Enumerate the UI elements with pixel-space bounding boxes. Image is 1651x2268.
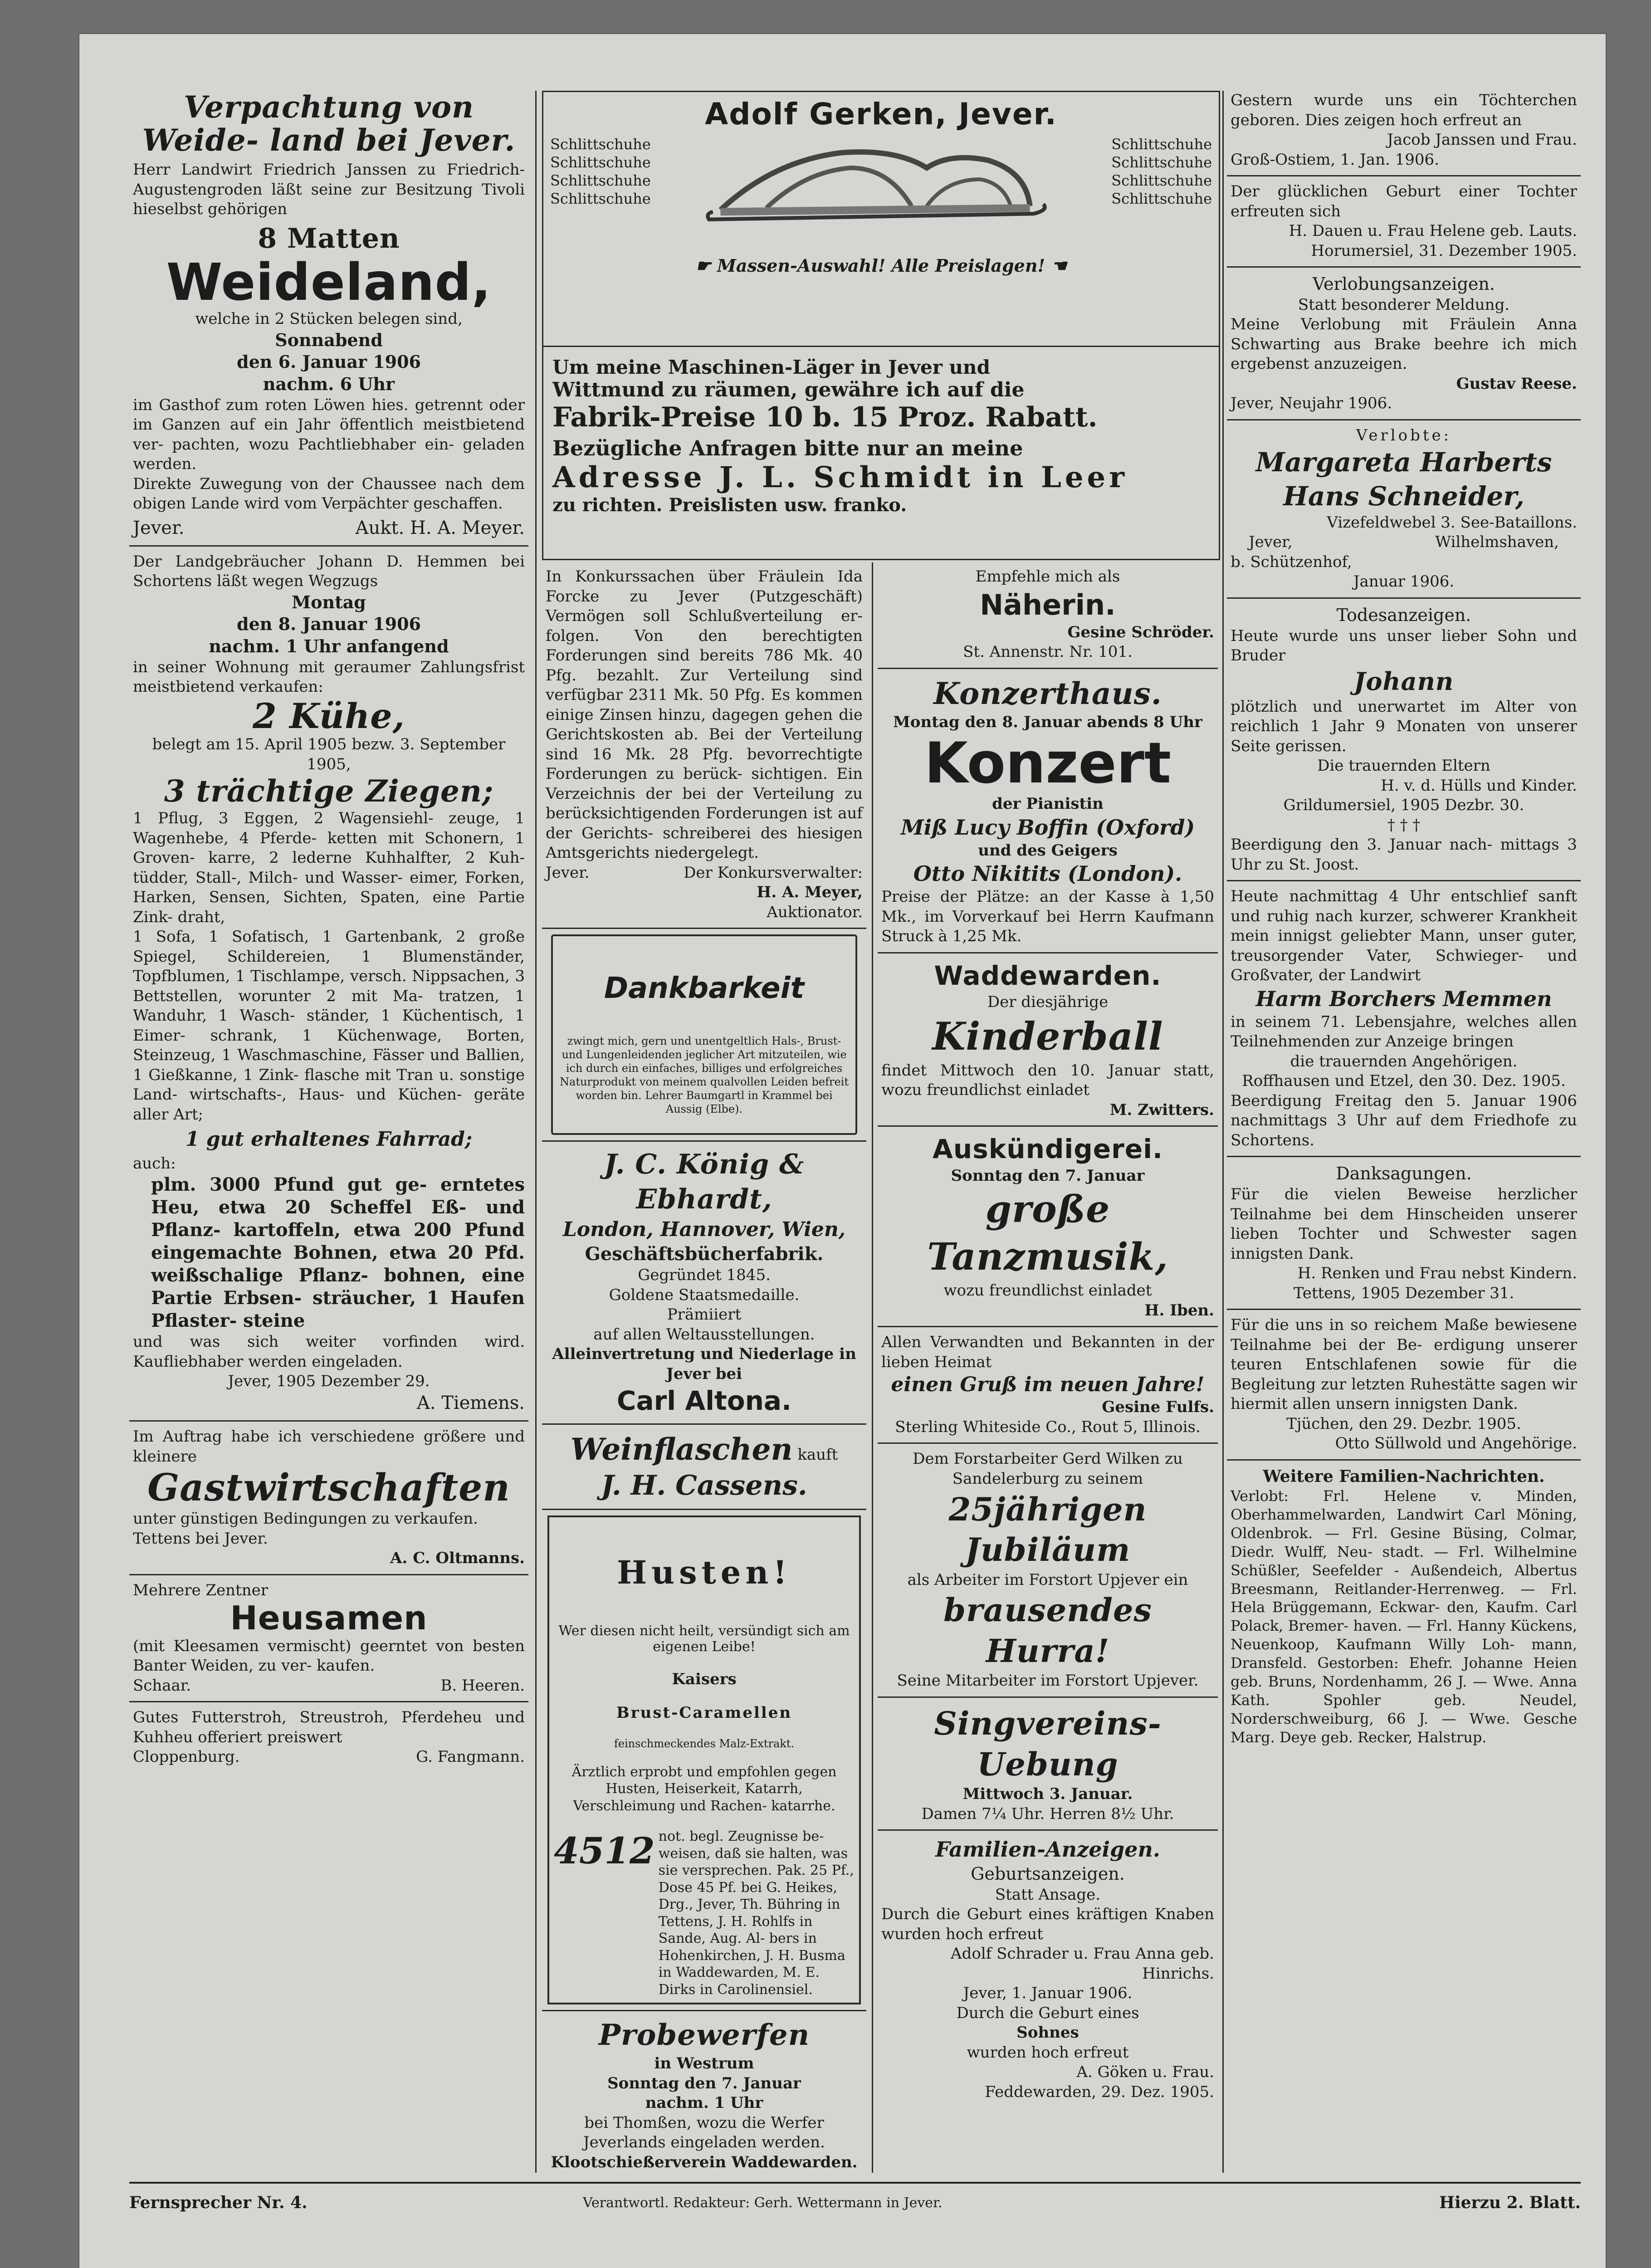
divider — [1227, 1309, 1581, 1310]
sing-title: Singvereins-Uebung — [934, 1704, 1162, 1783]
gast-intro: Im Auftrag habe ich verschiedene größere und kleinere — [133, 1427, 525, 1466]
skate-label: Schlittschuhe — [1111, 172, 1212, 189]
konkurs-sig-place: Jever. — [546, 863, 590, 882]
schmidt-line2: Wittmund zu räumen, gewähre ich auf die — [552, 378, 1025, 401]
sing-time: Damen 7¼ Uhr. Herren 8½ Uhr. — [921, 1804, 1174, 1823]
verlobte: Verlobte: — [1356, 426, 1452, 445]
kinderball-title: Kinderball — [932, 1014, 1163, 1059]
hemmen-text: in seiner Wohnung mit geraumer Zahlungsfrist meistbietend verkaufen: — [133, 658, 525, 696]
skate-label: Schlittschuhe — [1111, 190, 1212, 207]
gerken-bottom-text: Massen-Auswahl! Alle Preislagen! — [717, 255, 1045, 276]
naeherin-ad — [878, 567, 1218, 662]
hans-place2: b. Schützenhof, — [1231, 552, 1352, 571]
heusamen-title: Heusamen — [230, 1599, 428, 1637]
koenig-cities: London, Hannover, Wien, — [562, 1217, 846, 1241]
husten-text2: Ärztlich erprobt und empfohlen gegen Husten, Heiserkeit, Katarrh, Verschleimung und Rachen- katarrhe. — [572, 1764, 837, 1814]
husten-malz: feinschmeckendes Malz-Extrakt. — [614, 1737, 795, 1750]
divider — [542, 1140, 866, 1142]
husten-title: Husten! — [617, 1553, 791, 1591]
hans-place-left: Jever, — [1249, 533, 1293, 552]
dank1-names: H. Renken und Frau nebst Kindern. — [1297, 1264, 1577, 1283]
verpachtung-text4: Direkte Zuwegung von der Chaussee nach dem obigen Lande wird vom Verpächter geschaffen. — [133, 474, 525, 513]
geburt-names: Adolf Schrader u. Frau Anna geb. Hinrichs. — [951, 1945, 1214, 1983]
verpachtung-sig-name: Aukt. H. A. Meyer. — [355, 517, 525, 538]
koenig-founded: Gegründet 1845. — [638, 1266, 771, 1285]
tochter2-text: Der glücklichen Geburt einer Tochter erfreuten sich — [1231, 182, 1577, 220]
gerken-ad — [542, 91, 1220, 347]
wein-title: Weinflaschen — [570, 1431, 793, 1467]
newspaper-page — [79, 34, 1606, 2268]
verpachtung-time: nachm. 6 Uhr — [263, 373, 395, 394]
tanz-ad — [878, 1132, 1218, 1320]
pianistin: der Pianistin — [992, 795, 1104, 813]
tod-eltern: Die trauernden Eltern — [1317, 757, 1490, 775]
harm-text3: die trauernden Angehörigen. — [1290, 1052, 1518, 1070]
geburt2-names: A. Göken u. Frau. — [1076, 2063, 1214, 2082]
bottom-rule — [129, 2182, 1581, 2184]
dank-title: Danksagungen. — [1336, 1163, 1472, 1184]
tod-beerdigung: Beerdigung den 3. Januar nach- mittags 3 Uhr zu St. Joost. — [1231, 836, 1577, 874]
column-2 — [542, 567, 866, 2172]
kinderball-text: findet Mittwoch den 10. Januar statt, wozu freundlichst einladet — [881, 1061, 1214, 1100]
koenig-ad — [542, 1147, 866, 1418]
skate-label: Schlittschuhe — [550, 190, 651, 207]
weitere-title: Weitere Familien-Nachrichten. — [1263, 1466, 1545, 1486]
husten-num: 4512 — [554, 1829, 655, 1872]
column-1 — [129, 91, 528, 1767]
hemmen-ad — [129, 552, 528, 1415]
gruss-sig: Gesine Fulfs. — [1102, 1398, 1214, 1417]
konzert-date: Montag den 8. Januar abends 8 Uhr — [893, 713, 1202, 732]
hand-pointer-icon: ☚ — [1051, 255, 1067, 276]
konzert-title: Konzert — [924, 730, 1172, 796]
schmidt-line5: Adresse J. L. Schmidt in Leer — [552, 460, 1128, 494]
futter-sig-name: G. Fangmann. — [416, 1748, 525, 1766]
verlobung-date: Jever, Neujahr 1906. — [1231, 394, 1392, 413]
naeherin-title: Näherin. — [980, 588, 1116, 621]
divider — [878, 1696, 1218, 1698]
geburt-ad — [878, 1836, 1218, 2102]
futter-ad — [129, 1708, 528, 1767]
gruss-place: Sterling Whiteside Co., Rout 5, Illinois. — [895, 1418, 1201, 1436]
lucy: Miß Lucy Boffin (Oxford) — [900, 815, 1195, 840]
divider — [1227, 1156, 1581, 1157]
husten-kaisers: Kaisers — [672, 1670, 737, 1688]
johann: Johann — [1353, 666, 1454, 696]
jub-text: als Arbeiter im Forstort Upjever ein — [907, 1570, 1188, 1589]
skates-left-list — [550, 135, 651, 208]
gast-title: Gastwirtschaften — [147, 1466, 510, 1510]
column-4 — [1227, 91, 1581, 1747]
dankbarkeit-ad — [551, 934, 857, 1135]
probe-text: bei Thomßen, wozu die Werfer Jeverlands eingeladen werden. — [583, 2113, 825, 2152]
konzert-ad — [878, 675, 1218, 947]
gruss-ad — [878, 1333, 1218, 1437]
divider — [1227, 419, 1581, 420]
heu-list: plm. 3000 Pfund gut ge- erntetes Heu, etwa 20 Scheffel Eß- und Pflanz- kartoffeln, etwa 200 Pfund eingemachte Bohnen, etwa 20 Pfd. weißschalige Pflanz- bohnen, eine Partie Erbsen- sträucher, 1 Haufen Pflaster- steine — [151, 1174, 525, 1332]
kuehe-text: belegt am 15. April 1905 bezw. 3. September 1905, — [152, 735, 506, 773]
divider — [1227, 597, 1581, 599]
husten-text3: not. begl. Zeugnisse be- weisen, daß sie halten, was sie versprechen. Pak. 25 Pf., Dose 45 Pf. bei G. Heikes, Drg., Jever, Th. Bühring in Tettens, J. H. Rohlfs in Sande, Aug. Al- bers in Hohenkirchen, J. H. Busma in Waddewarden, M. E. Dirks in Carolinensiel. — [658, 1828, 854, 1998]
wein-kauft: kauft — [797, 1445, 838, 1464]
verpachtung-text: Herr Landwirt Friedrich Janssen zu Friedrich-Augustengroden läßt seine zur Besitzung Tivoli hieselbst gehörigen — [133, 161, 525, 219]
verlobung-title: Verlobungsanzeigen. — [1313, 274, 1495, 294]
gastwirtschaften-ad — [129, 1427, 528, 1569]
divider — [1227, 1459, 1581, 1461]
divider — [129, 545, 528, 547]
geburt-text: Durch die Geburt eines kräftigen Knaben wurden hoch erfreut — [881, 1905, 1214, 1943]
geburt-statt: Statt Ansage. — [995, 1885, 1101, 1904]
tod-ad — [1227, 604, 1581, 875]
schmidt-line6: zu richten. Preislisten usw. franko. — [552, 494, 907, 516]
divider — [1227, 880, 1581, 881]
schmidt-ad — [542, 347, 1220, 560]
toechter-ad — [1227, 91, 1581, 170]
konkurs-name: H. A. Meyer, — [757, 883, 863, 902]
gerken-bottom — [543, 255, 1219, 276]
hemmen-list1: 1 Pflug, 3 Eggen, 2 Wagensiehl- zeuge, 1 Wagenhebe, 4 Pferde- ketten mit Schonern, 1 Groven- karre, 2 lederne Kuhhalfter, 2 Kuh- tüdder, Stall-, Milch- und Wasser- eimer, Forken, Harken, Sensen, Sichten, Spaten, eine Partie Zink- draht, — [133, 809, 525, 926]
harm-name: Harm Borchers Memmen — [1255, 986, 1552, 1011]
koenig-name: Carl Altona. — [616, 1385, 792, 1417]
weideland: Weideland, — [166, 253, 492, 312]
divider — [1227, 266, 1581, 268]
auskuendigerei: Auskündigerei. — [933, 1134, 1163, 1165]
koenig-fabrik: Geschäftsbücherfabrik. — [585, 1243, 824, 1265]
tochter2-place: Horumersiel, 31. Dezember 1905. — [1311, 241, 1577, 260]
konzerthaus: Konzerthaus. — [933, 675, 1162, 711]
gruss-intro: Allen Verwandten und Bekannten in der lieben Heimat — [881, 1333, 1214, 1371]
hemmen-day: Montag — [292, 591, 366, 612]
hemmen-sig-name: A. Tiemens. — [416, 1392, 525, 1413]
fam-title: Familien-Anzeigen. — [935, 1837, 1160, 1862]
skate-label: Schlittschuhe — [550, 154, 651, 171]
sing-date: Mittwoch 3. Januar. — [962, 1785, 1133, 1804]
footer-left: Fernsprecher Nr. 4. — [129, 2193, 308, 2212]
husten-caramellen: Brust-Caramellen — [616, 1703, 792, 1722]
tochter2-names: H. Dauen u. Frau Helene geb. Lauts. — [1289, 222, 1577, 240]
singverein-ad — [878, 1703, 1218, 1824]
geburt-title: Geburtsanzeigen. — [971, 1864, 1125, 1884]
skate-label: Schlittschuhe — [1111, 136, 1212, 153]
auch: auch: — [133, 1154, 176, 1173]
column-rule — [872, 562, 873, 2173]
weitere-text: Verlobt: Frl. Helene v. Minden, Oberhammelwarden, Landwirt Carl Möning, Oldenbrok. — Frl. Gesine Büsing, Colmar, Diedr. Wulff, Neu- stadt. — Frl. Wilhelmine Schüßler, Seefelder - Außendeich, Albertus Breesmann, Reitlander-Herrenweg. — Frl. Hela Brüggemann, Eckwar- den, Kaufm. Carl Polack, Bremer- haven. — Frl. Hanny Kückens, Neuenkoop, Kaufmann Willy Loh- mann, Dransfeld. Gestorben: Ehefr. Johanne Heien geb. Bruns, Nordenhamm, 26 J. — Wwe. Anna Kath. Spohler geb. Neudel, Norderschweiburg, 66 J. — Wwe. Gesche Marg. Deye geb. Recker, Halstrup. — [1231, 1487, 1577, 1746]
wein-ad — [542, 1430, 866, 1503]
hemmen-date: den 8. Januar 1906 — [237, 614, 421, 635]
kinderball-ad — [878, 959, 1218, 1120]
dank2-text: Für die uns in so reichem Maße bewiesene Teilnahme bei der Be- erdigung unserer teuren Entschlafenen sowie für die Begleitung zur letzten Ruhestätte sagen wir hiermit allen unsern innigsten Dank. — [1231, 1316, 1577, 1413]
hans-rank: Vizefeldwebel 3. See-Bataillons. — [1327, 513, 1577, 532]
dank-text: zwingt mich, gern und unentgeltlich Hals-, Brust- und Lungenleidenden jeglicher Art mitzuteilen, wie ich durch ein einfaches, billiges und erfolgreiches Naturprodukt von meinem qualvollen Leiden befreit worden bin. Lehrer Baumgartl in Krammel bei Aussig (Elbe). — [560, 1035, 849, 1116]
verpachtung-ad — [129, 91, 528, 540]
konkurs-role: Auktionator. — [767, 903, 863, 921]
divider — [542, 1509, 866, 1510]
column-rule — [535, 91, 537, 2173]
schmidt-line4: Bezügliche Anfragen bitte nur an meine — [552, 436, 1023, 460]
gast-place: Tettens bei Jever. — [133, 1529, 268, 1548]
harm-ad — [1227, 887, 1581, 1150]
hemmen-list2: 1 Sofa, 1 Sofatisch, 1 Gartenbank, 2 große Spiegel, Schildereien, 1 Blumenständer, Topfblumen, 1 Tischlampe, versch. Nippsachen, 3 Bettstellen, worunter 2 mit Ma- tratzen, 1 Wanduhr, 1 Wasch- ständer, 1 Küchentisch, 1 Eimer- schrank, 1 Küchenwage, Borten, Steinzeug, 1 Waschmaschine, Fässer und Ballien, 1 Gießkanne, 1 Zink- flasche mit Tran u. sonstige Land- wirtschafts-, Haus- und Küchen- geräte aller Art; — [133, 928, 525, 1124]
divider — [129, 1701, 528, 1702]
verlobung-statt: Statt besonderer Meldung. — [1298, 295, 1510, 314]
gast-sig: A. C. Oltmanns. — [390, 1549, 525, 1568]
konkurs-text: In Konkurssachen über Fräulein Ida Forcke zu Jever (Putzgeschäft) Vermögen soll Schlußverteilung er- folgen. Von den berechtigten Forderungen sind bereits 786 Mk. 40 Pfg. bezahlt. Zur Verteilung sind verfügbar 2311 Mk. 50 Pfg. Es kommen einige Zinsen hinzu, dagegen gehen die Gerichtskosten ab. Bei der Verteilung sind 16 Mk. 28 Pfg. bevorrechtigte Forderungen zu berück- sichtigen. Ein Verzeichnis der bei der Verteilung zu berücksichtigenden Forderungen ist auf der Gerichts- schreiberei des hiesigen Amtsgerichts niedergelegt. — [546, 567, 863, 862]
margareta: Margareta Harberts — [1255, 447, 1552, 478]
dank-title: Dankbarkeit — [604, 972, 805, 1006]
harm-place: Roffhausen und Etzel, den 30. Dez. 1905. — [1242, 1072, 1566, 1090]
waddewarden: Waddewarden. — [934, 960, 1162, 991]
divider — [878, 1829, 1218, 1831]
dank2-names: Otto Süllwold und Angehörige. — [1335, 1434, 1577, 1453]
verlobung-text: Meine Verlobung mit Fräulein Anna Schwarting aus Brake beehre ich mich ergebenst anzuzeigen. — [1231, 315, 1577, 373]
hans: Hans Schneider, — [1283, 480, 1524, 512]
probe-time: nachm. 1 Uhr — [645, 2094, 763, 2112]
dank1-text: Für die vielen Beweise herzlicher Teilnahme bei dem Hinscheiden unserer lieben Tochter und Schwester sagen innigsten Dank. — [1231, 1185, 1577, 1263]
ice-skate-illustration — [698, 128, 1060, 242]
toechter-place: Groß-Ostiem, 1. Jan. 1906. — [1231, 150, 1439, 169]
probe-place: in Westrum — [654, 2054, 754, 2073]
footer-center: Verantwortl. Redakteur: Gerh. Wettermann in Jever. — [583, 2195, 943, 2211]
kinderball-sig: M. Zwitters. — [1109, 1100, 1214, 1119]
tod-crosses: † † † — [1387, 816, 1421, 834]
geigers: und des Geigers — [978, 841, 1118, 860]
koenig-title: J. C. König & Ebhardt, — [604, 1149, 805, 1216]
naeherin-intro: Empfehle mich als — [975, 567, 1120, 586]
husten-text: Wer diesen nicht heilt, versündigt sich am eigenen Leibe! — [558, 1623, 850, 1655]
futter-sig-place: Cloppenburg. — [133, 1748, 240, 1766]
geburt2-date: Feddewarden, 29. Dez. 1905. — [985, 2082, 1214, 2101]
verpachtung-date: den 6. Januar 1906 — [237, 352, 421, 372]
heu-sig-place: Schaar. — [133, 1676, 191, 1695]
verlobung-ad — [1227, 273, 1581, 414]
probe-sig: Klootschießerverein Waddewarden. — [551, 2153, 858, 2171]
tod-title: Todesanzeigen. — [1336, 605, 1471, 625]
dank2-ad — [1227, 1315, 1581, 1454]
verpachtung-day: Sonnabend — [275, 329, 383, 350]
tod-text: Heute wurde uns unser lieber Sohn und Bruder — [1231, 626, 1577, 665]
verpachtung-text3: im Gasthof zum roten Löwen hies. getrennt oder im Ganzen auf ein Jahr öffentlich meistbietend ver- pachten, wozu Pachtliebhaber ein- geladen werden. — [133, 396, 525, 474]
divider — [129, 1574, 528, 1575]
divider — [129, 1420, 528, 1422]
divider — [542, 928, 866, 929]
verpachtung-sig-place: Jever. — [133, 517, 185, 538]
tanz-sig: H. Iben. — [1144, 1301, 1214, 1320]
divider — [542, 2010, 866, 2011]
schmidt-line3: Fabrik-Preise 10 b. 15 Proz. Rabatt. — [552, 401, 1098, 433]
hand-pointer-icon: ☛ — [695, 255, 717, 276]
kinderball-intro: Der diesjährige — [987, 992, 1109, 1011]
tanz-date: Sonntag den 7. Januar — [951, 1166, 1145, 1185]
harm-text2: in seinem 71. Lebensjahre, welches allen Teilnehmenden zur Anzeige bringen — [1231, 1012, 1577, 1051]
probe-day: Sonntag den 7. Januar — [607, 2074, 801, 2092]
kuehe: 2 Kühe, — [252, 695, 405, 736]
jub-sig: Seine Mitarbeiter im Forstort Upjever. — [897, 1672, 1199, 1690]
divider — [878, 1326, 1218, 1327]
verpachtung-text2: welche in 2 Stücken belegen sind, — [195, 310, 463, 328]
koenig-ausst: auf allen Weltausstellungen. — [593, 1325, 815, 1344]
hans-place-right: Wilhelmshaven, — [1435, 533, 1559, 552]
konkurs-sig-role: Der Konkursverwalter: — [684, 863, 863, 882]
naeherin-name: Gesine Schröder. — [1067, 623, 1214, 641]
dank1-place: Tettens, 1905 Dezember 31. — [1293, 1284, 1514, 1302]
koenig-medal: Goldene Staatsmedaille. — [609, 1286, 800, 1304]
hemmen-intro: Der Landgebräucher Johann D. Hemmen bei Schortens läßt wegen Wegzugs — [133, 552, 525, 591]
verlobung-sig: Gustav Reese. — [1456, 374, 1577, 393]
geburt2-text2: wurden hoch erfreut — [967, 2043, 1129, 2062]
matten: 8 Matten — [258, 222, 400, 254]
harm-text: Heute nachmittag 4 Uhr entschlief sanft und ruhig nach kurzer, schwerer Krankheit mein innigst geliebter Mann, unser guter, treusorgender Vater, Schwieger- und Großvater, der Landwirt — [1231, 887, 1577, 985]
jub-title: 25jährigen Jubiläum — [948, 1490, 1147, 1569]
verlobte-ad — [1227, 426, 1581, 592]
otto: Otto Nikitits (London). — [913, 861, 1182, 886]
footer-right: Hierzu 2. Blatt. — [1439, 2193, 1581, 2212]
hemmen-sig-date: Jever, 1905 Dezember 29. — [228, 1372, 430, 1391]
divider — [878, 952, 1218, 953]
naeherin-addr: St. Annenstr. Nr. 101. — [963, 643, 1133, 661]
tod-place: Grildumersiel, 1905 Dezbr. 30. — [1283, 796, 1524, 815]
column-3 — [878, 567, 1218, 2102]
hans-date: Januar 1906. — [1353, 572, 1455, 591]
divider — [878, 668, 1218, 669]
skates-right-list — [1111, 135, 1212, 208]
divider — [542, 1423, 866, 1425]
hemmen-time: nachm. 1 Uhr anfangend — [209, 636, 449, 657]
geburt-date: Jever, 1. Januar 1906. — [963, 1984, 1133, 2003]
tochter2-ad — [1227, 182, 1581, 261]
schmidt-line1: Um meine Maschinen-Läger in Jever und — [552, 356, 990, 378]
wein-name: J. H. Cassens. — [601, 1470, 807, 1502]
koenig-praemiert: Prämiiert — [667, 1305, 742, 1324]
gast-text: unter günstigen Bedingungen zu verkaufen. — [133, 1510, 478, 1528]
tod-names: H. v. d. Hülls und Kinder. — [1381, 776, 1577, 795]
toechter-text: Gestern wurde uns ein Töchterchen geboren. Dies zeigen hoch erfreut an — [1231, 91, 1577, 129]
verpachtung-title: Verpachtung von Weide- land bei Jever. — [142, 89, 516, 158]
skate-label: Schlittschuhe — [550, 136, 651, 153]
heu-text: (mit Kleesamen vermischt) geerntet von besten Banter Weiden, zu ver- kaufen. — [133, 1637, 525, 1675]
tanz-title: große Tanzmusik, — [927, 1188, 1168, 1279]
gerken-title: Adolf Gerken, Jever. — [705, 97, 1057, 132]
skate-label: Schlittschuhe — [1111, 154, 1212, 171]
geburt2-sohn: Sohnes — [1016, 2024, 1079, 2042]
geburt2-text: Durch die Geburt eines — [956, 2004, 1139, 2022]
koenig-vertretung: Alleinvertretung und Niederlage in Jever bei — [552, 1345, 856, 1383]
dank2-place: Tjüchen, den 29. Dezbr. 1905. — [1286, 1414, 1521, 1433]
divider — [1227, 175, 1581, 176]
hurra: brausendes Hurra! — [943, 1591, 1152, 1670]
probe-title: Probewerfen — [598, 2018, 810, 2053]
heu-sig-name: B. Heeren. — [440, 1676, 525, 1695]
preise: Preise der Plätze: an der Kasse à 1,50 Mk., im Vorverkauf bei Herrn Kaufmann Struck à 1,25 Mk. — [881, 888, 1214, 946]
jub-intro: Dem Forstarbeiter Gerd Wilken zu Sandelerburg zu seinem — [913, 1450, 1183, 1488]
heu-intro: Mehrere Zentner — [133, 1581, 268, 1599]
ziegen: 3 trächtige Ziegen; — [164, 773, 494, 809]
tanz-text: wozu freundlichst einladet — [943, 1281, 1152, 1300]
konkurs-ad — [542, 567, 866, 922]
toechter-names: Jacob Janssen und Frau. — [1387, 131, 1577, 149]
probewerfen-ad — [542, 2017, 866, 2172]
husten-ad — [547, 1515, 861, 2005]
dank-ad — [1227, 1163, 1581, 1303]
fahrrad: 1 gut erhaltenes Fahrrad; — [185, 1127, 473, 1151]
hemmen-end: und was sich weiter vorfinden wird. Kaufliebhaber werden eingeladen. — [133, 1333, 525, 1371]
weitere-ad — [1227, 1466, 1581, 1747]
gruss-title: einen Gruß im neuen Jahre! — [891, 1373, 1205, 1397]
jubilaeum-ad — [878, 1449, 1218, 1691]
heusamen-ad — [129, 1581, 528, 1696]
skate-label: Schlittschuhe — [550, 172, 651, 189]
tod-text2: plötzlich und unerwartet im Alter von reichlich 1 Jahr 9 Monaten von unserer Seite gerissen. — [1231, 697, 1577, 755]
divider — [878, 1125, 1218, 1127]
harm-beerdigung: Beerdigung Freitag den 5. Januar 1906 nachmittags 3 Uhr auf dem Friedhofe zu Schortens. — [1231, 1091, 1577, 1149]
futter-text: Gutes Futterstroh, Streustroh, Pferdeheu und Kuhheu offeriert preiswert — [133, 1708, 525, 1746]
column-rule — [1222, 91, 1224, 2173]
divider — [878, 1442, 1218, 1444]
